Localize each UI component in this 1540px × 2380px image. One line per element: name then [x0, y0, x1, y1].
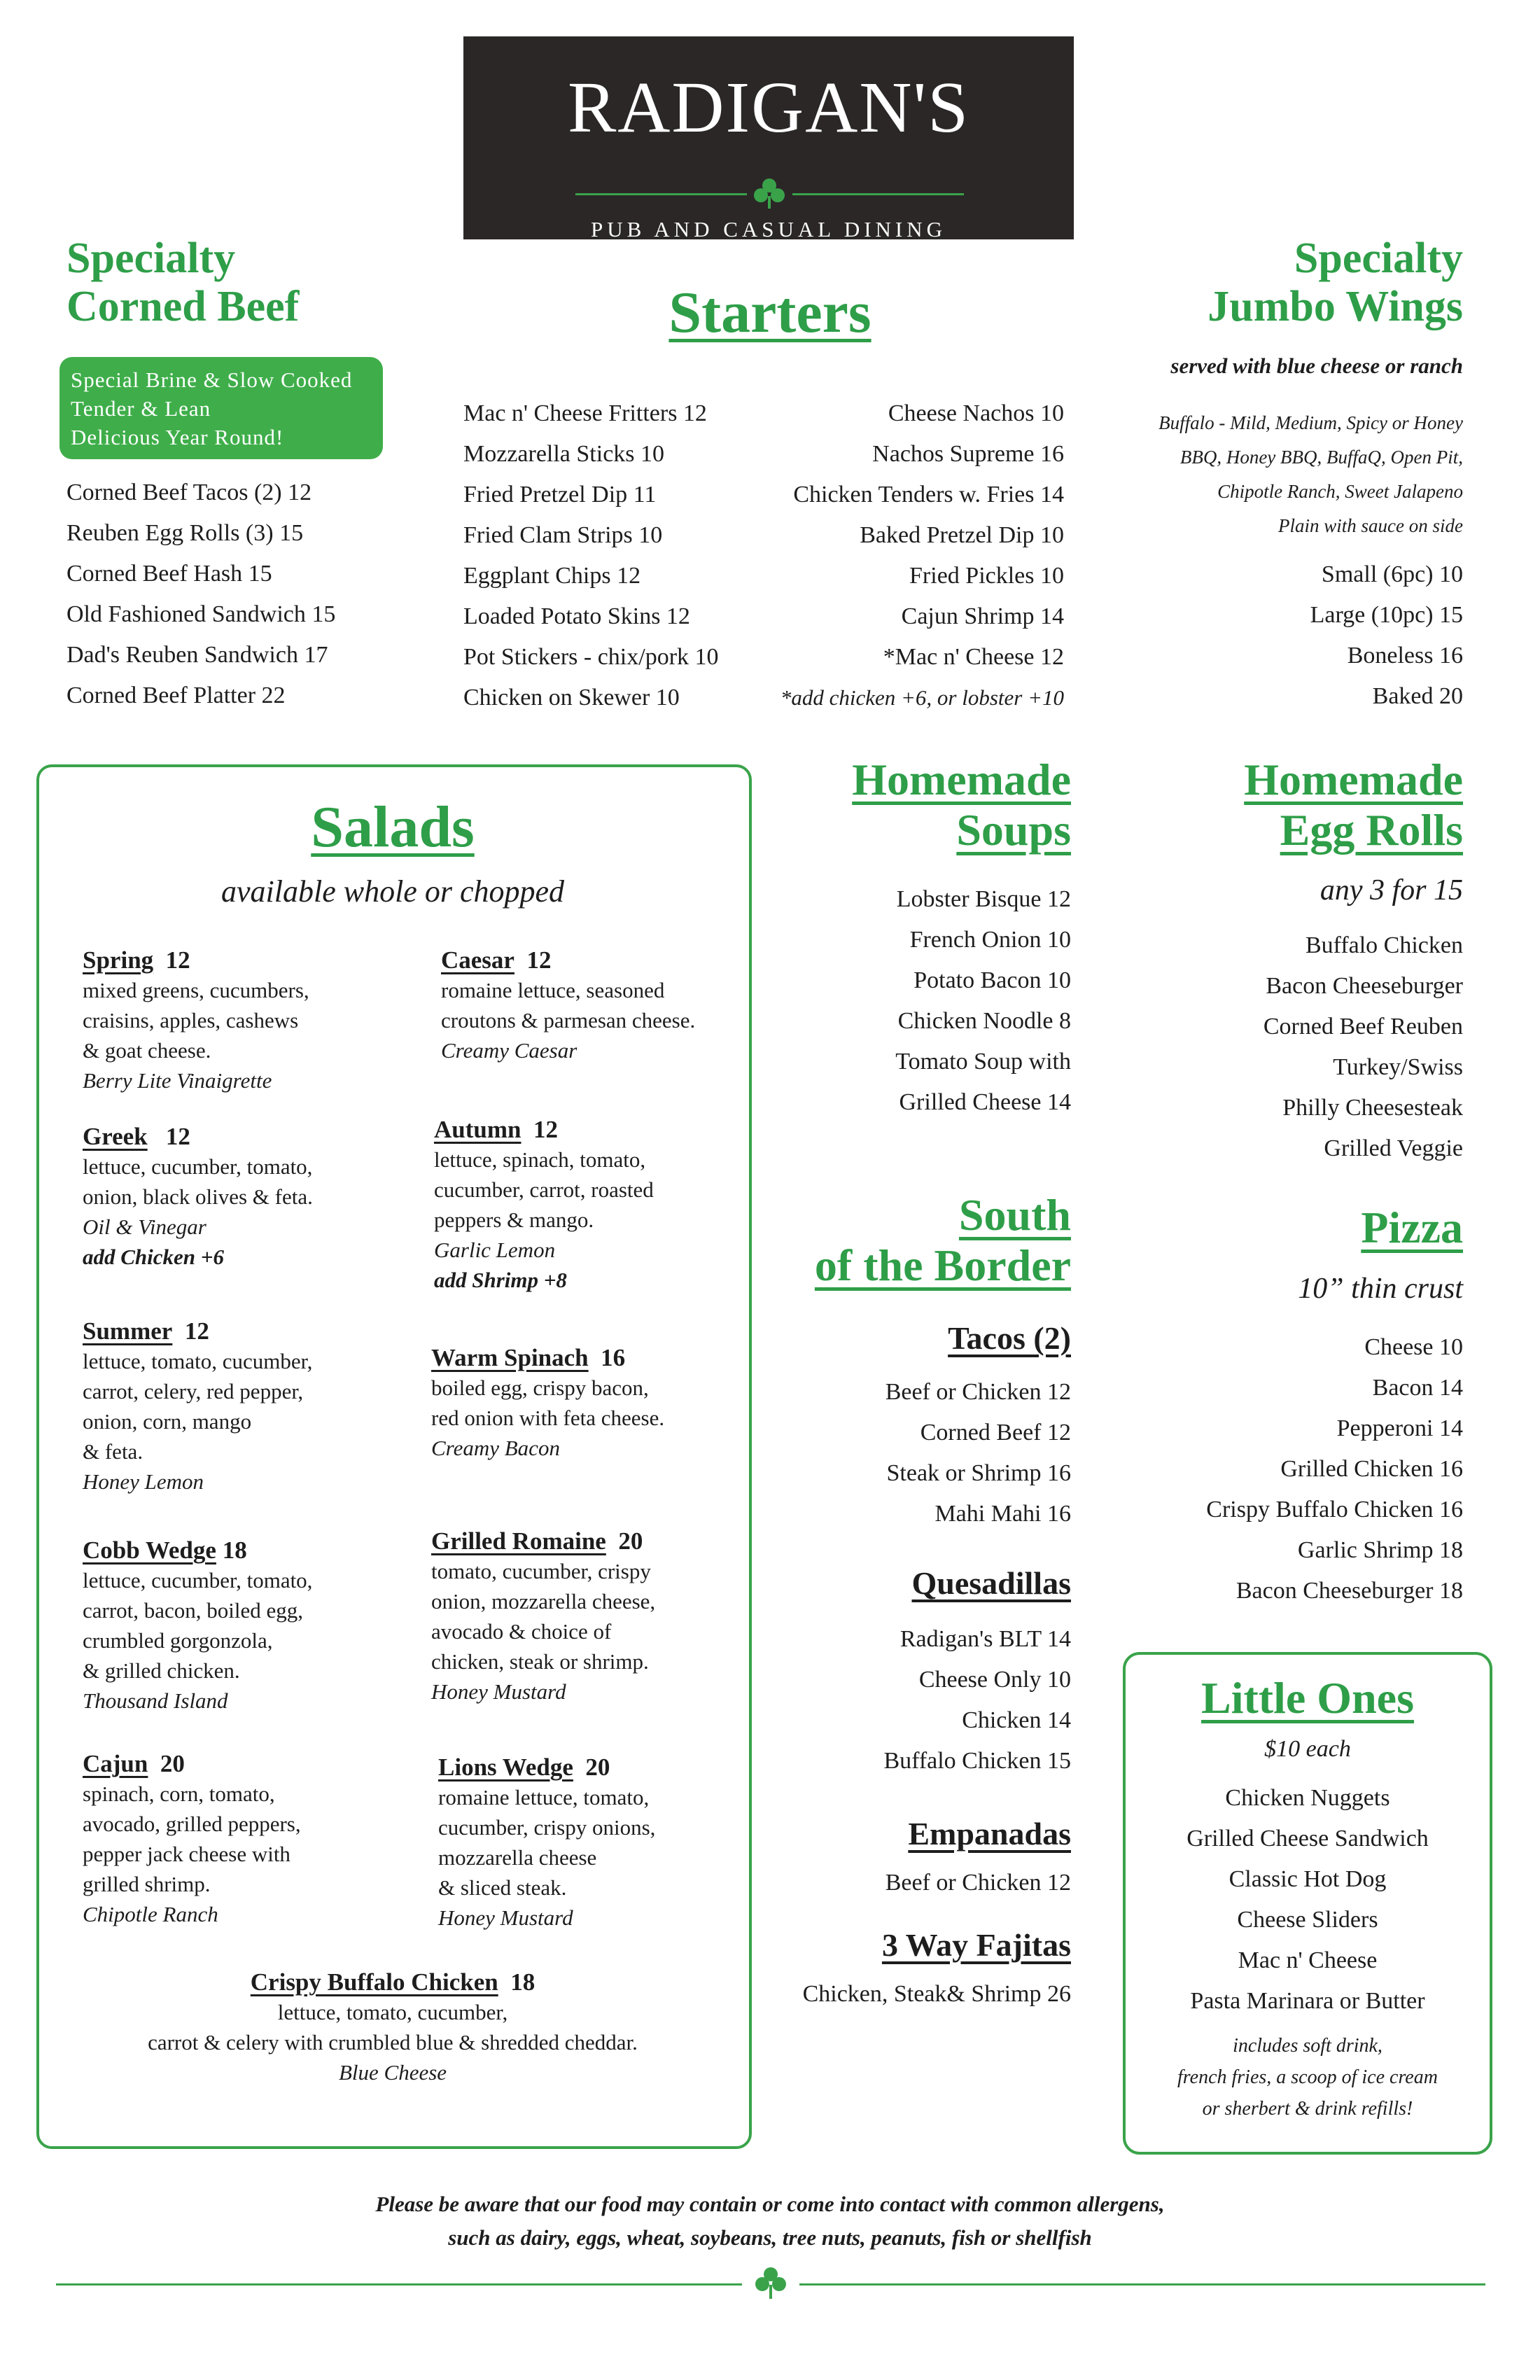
- flavor-line: Chipotle Ranch, Sweet Jalapeno: [1217, 481, 1463, 502]
- badge-line: Special Brine & Slow Cooked: [71, 368, 353, 392]
- menu-item: Cheese 10: [1364, 1334, 1463, 1360]
- soups-title-line1: Homemade: [852, 755, 1071, 804]
- salad-price: 12: [165, 1123, 190, 1150]
- menu-item: Pasta Marinara or Butter: [1190, 1988, 1425, 2014]
- menu-item: Nachos Supreme 16: [872, 441, 1064, 467]
- egg-rolls-title-line1: Homemade: [1244, 755, 1463, 804]
- salad-desc: peppers & mango.: [434, 1208, 594, 1232]
- salad-warm-spinach: [431, 1343, 742, 1463]
- badge-line: Delicious Year Round!: [71, 425, 284, 449]
- egg-rolls-title: [1120, 755, 1463, 855]
- salad-desc: lettuce, tomato, cucumber,: [277, 2000, 508, 2024]
- salad-dressing: Thousand Island: [83, 1688, 228, 1713]
- salad-add-on: add Chicken +6: [83, 1245, 224, 1269]
- menu-item: Mac n' Cheese: [1238, 1947, 1378, 1973]
- salad-grilled-romaine: [431, 1526, 742, 1707]
- menu-item: Cheese Only 10: [918, 1667, 1071, 1693]
- menu-item: Baked Pretzel Dip 10: [860, 522, 1064, 548]
- salad-dressing: Oil & Vinegar: [83, 1214, 206, 1239]
- wings-title: [1085, 234, 1463, 332]
- salad-desc: romaine lettuce, tomato,: [438, 1785, 650, 1809]
- salad-name: Greek: [83, 1123, 148, 1150]
- menu-item: Grilled Veggie: [1324, 1135, 1463, 1161]
- salads-subtitle: available whole or chopped: [220, 874, 564, 909]
- salad-desc: onion, black olives & feta.: [83, 1184, 313, 1209]
- allergy-line: such as dairy, eggs, wheat, soybeans, tree nuts, peanuts, fish or shellfish: [448, 2225, 1092, 2250]
- salad-crispy-buffalo: [39, 1967, 746, 2087]
- pizza-subtitle: 10” thin crust: [1298, 1273, 1463, 1305]
- logo-tagline: PUB AND CASUAL DINING: [590, 217, 947, 241]
- menu-item: Mozzarella Sticks 10: [463, 441, 665, 467]
- salad-desc: & sliced steak.: [438, 1875, 567, 1900]
- menu-item: Grilled Chicken 16: [1280, 1456, 1463, 1482]
- salad-desc: romaine lettuce, seasoned: [441, 978, 665, 1002]
- menu-item: Old Fashioned Sandwich 15: [66, 601, 336, 627]
- allergy-notice: [0, 2188, 1540, 2255]
- wings-title-line2: Jumbo Wings: [1208, 283, 1463, 331]
- salad-lions-wedge: [438, 1752, 742, 1933]
- soups-list: [777, 879, 1071, 1123]
- quesadillas-list: [777, 1619, 1071, 1782]
- menu-item: Corned Beef 12: [920, 1420, 1071, 1446]
- starters-right-list: [756, 393, 1064, 718]
- salad-desc: grilled shrimp.: [83, 1872, 211, 1896]
- salad-cobb-wedge: [83, 1535, 412, 1716]
- salad-price: 12: [526, 946, 552, 974]
- salad-greek: [83, 1121, 412, 1272]
- menu-item: Bacon Cheeseburger: [1266, 973, 1463, 999]
- salad-dressing: Chipotle Ranch: [83, 1902, 218, 1926]
- menu-item: Mac n' Cheese Fritters 12: [463, 400, 707, 426]
- salad-desc: tomato, cucumber, crispy: [431, 1559, 651, 1583]
- salad-desc: craisins, apples, cashews: [83, 1008, 299, 1032]
- salad-dressing: Honey Mustard: [431, 1679, 566, 1704]
- menu-item: Chicken Noodle 8: [897, 1008, 1071, 1034]
- salad-desc: mixed greens, cucumbers,: [83, 978, 309, 1002]
- menu-item: Chicken Nuggets: [1225, 1785, 1390, 1811]
- salad-desc: spinach, corn, tomato,: [83, 1782, 275, 1806]
- flavor-line: Plain with sauce on side: [1278, 515, 1463, 536]
- wings-list: [1120, 554, 1463, 717]
- salad-desc: avocado, grilled peppers,: [83, 1812, 301, 1836]
- salad-desc: mozzarella cheese: [438, 1845, 597, 1870]
- menu-item: Buffalo Chicken: [1305, 932, 1463, 958]
- salad-name: Summer: [83, 1317, 173, 1345]
- salad-dressing: Berry Lite Vinaigrette: [83, 1068, 272, 1093]
- menu-item: Steak or Shrimp 16: [886, 1460, 1071, 1486]
- salad-desc: carrot, bacon, boiled egg,: [83, 1598, 304, 1623]
- menu-item: Potato Bacon 10: [913, 967, 1071, 993]
- salad-price: 18: [222, 1536, 247, 1564]
- menu-item: Buffalo Chicken 15: [883, 1748, 1071, 1774]
- salad-name: Spring: [83, 946, 154, 974]
- menu-item: Turkey/Swiss: [1333, 1054, 1463, 1080]
- menu-item: Small (6pc) 10: [1321, 561, 1463, 587]
- corned-beef-title-line1: Specialty: [66, 234, 236, 282]
- salad-desc: & feta.: [83, 1439, 144, 1464]
- pizza-list: [1120, 1327, 1463, 1611]
- menu-item: Garlic Shrimp 18: [1297, 1537, 1463, 1563]
- salad-name: Lions Wedge: [438, 1754, 573, 1781]
- salad-desc: lettuce, cucumber, tomato,: [83, 1154, 313, 1179]
- salad-desc: onion, corn, mango: [83, 1409, 252, 1434]
- salad-price: 18: [510, 1968, 536, 1996]
- salad-price: 12: [165, 946, 190, 974]
- salad-name: Cobb Wedge: [83, 1536, 216, 1564]
- wings-title-line1: Specialty: [1294, 234, 1463, 282]
- salad-dressing: Blue Cheese: [338, 2060, 447, 2085]
- menu-item: Cajun Shrimp 14: [901, 603, 1064, 629]
- menu-item: Corned Beef Hash 15: [66, 561, 272, 587]
- menu-item: Crispy Buffalo Chicken 16: [1206, 1497, 1463, 1522]
- menu-item: Large (10pc) 15: [1310, 602, 1463, 628]
- menu-item: Radigan's BLT 14: [899, 1626, 1071, 1652]
- empanadas-list: [777, 1863, 1071, 1903]
- starters-title: Starters: [668, 280, 872, 345]
- menu-item: Corned Beef Platter 22: [66, 682, 286, 708]
- salad-price: 16: [601, 1344, 626, 1371]
- menu-item: Baked 20: [1372, 683, 1463, 709]
- menu-item: Eggplant Chips 12: [463, 563, 641, 589]
- salad-desc: chicken, steak or shrimp.: [431, 1649, 649, 1674]
- salad-price: 20: [160, 1750, 185, 1777]
- menu-item: Corned Beef Tacos (2) 12: [66, 479, 312, 505]
- menu-item: Tomato Soup with: [895, 1049, 1071, 1074]
- salad-price: 12: [184, 1317, 209, 1345]
- salad-desc: avocado & choice of: [431, 1619, 612, 1644]
- little-ones-list: [1123, 1778, 1492, 2022]
- soups-title: [777, 755, 1071, 855]
- salad-cajun: [83, 1749, 412, 1929]
- menu-item: Philly Cheesesteak: [1282, 1095, 1463, 1121]
- starters-left-list: [463, 393, 719, 718]
- menu-item: Dad's Reuben Sandwich 17: [66, 642, 328, 668]
- salad-desc: cucumber, crispy onions,: [438, 1815, 656, 1840]
- south-title-line2: of the Border: [814, 1240, 1071, 1290]
- wings-served: served with blue cheese or ranch: [1170, 354, 1463, 378]
- badge-line: Tender & Lean: [71, 396, 211, 421]
- menu-item: Lobster Bisque 12: [896, 886, 1071, 912]
- salad-price: 20: [585, 1754, 610, 1781]
- menu-item: Pot Stickers - chix/pork 10: [463, 644, 719, 670]
- menu-item: Bacon Cheeseburger 18: [1236, 1578, 1463, 1604]
- salad-desc: croutons & parmesan cheese.: [441, 1008, 696, 1032]
- menu-item: Corned Beef Reuben: [1263, 1014, 1463, 1040]
- salad-desc: & grilled chicken.: [83, 1658, 240, 1683]
- salad-name: Grilled Romaine: [431, 1527, 606, 1555]
- salad-name: Crispy Buffalo Chicken: [250, 1968, 498, 1996]
- pizza-title: Pizza: [1361, 1203, 1463, 1252]
- corned-beef-title-line2: Corned Beef: [66, 283, 300, 331]
- menu-item: Chicken 14: [962, 1707, 1071, 1733]
- shamrock-icon: [753, 2265, 788, 2303]
- egg-rolls-title-line2: Egg Rolls: [1280, 804, 1463, 855]
- little-ones-subtitle: $10 each: [1264, 1736, 1351, 1762]
- menu-item: Chicken on Skewer 10: [463, 685, 680, 710]
- fajitas-list: [756, 1974, 1071, 2015]
- salad-dressing: Honey Lemon: [83, 1469, 204, 1494]
- salad-name: Warm Spinach: [431, 1344, 589, 1371]
- footer-divider-right: [799, 2283, 1485, 2286]
- salad-dressing: Creamy Bacon: [431, 1436, 560, 1460]
- salad-desc: crumbled gorgonzola,: [83, 1628, 273, 1653]
- egg-rolls-list: [1120, 925, 1463, 1169]
- soups-title-line2: Soups: [956, 804, 1071, 855]
- menu-item: Reuben Egg Rolls (3) 15: [66, 520, 304, 546]
- salad-desc: cucumber, carrot, roasted: [434, 1177, 654, 1202]
- wings-flavors: [1050, 406, 1463, 543]
- menu-item: Pepperoni 14: [1336, 1415, 1463, 1441]
- menu-item: French Onion 10: [909, 927, 1071, 953]
- south-title: [777, 1190, 1071, 1290]
- egg-rolls-subtitle: any 3 for 15: [1320, 874, 1463, 906]
- logo-block: [463, 36, 1074, 239]
- menu-item: Classic Hot Dog: [1228, 1866, 1387, 1892]
- little-ones-title: Little Ones: [1201, 1673, 1414, 1723]
- salads-title: Salads: [311, 794, 475, 860]
- salad-add-on: add Shrimp +8: [434, 1268, 567, 1292]
- little-ones-note: [1123, 2030, 1492, 2124]
- salad-desc: red onion with feta cheese.: [431, 1406, 665, 1430]
- salad-price: 20: [618, 1527, 643, 1555]
- logo-divider-left: [575, 193, 747, 195]
- menu-item: Fried Pretzel Dip 11: [463, 482, 657, 507]
- salad-desc: boiled egg, crispy bacon,: [431, 1376, 649, 1400]
- menu-item: Boneless 16: [1347, 643, 1463, 668]
- salad-name: Autumn: [434, 1116, 522, 1143]
- menu-item: Fried Pickles 10: [909, 563, 1064, 589]
- corned-beef-badge: [59, 357, 383, 459]
- footer-divider-left: [56, 2283, 742, 2286]
- salad-name: Cajun: [83, 1750, 148, 1777]
- menu-item: Mahi Mahi 16: [934, 1501, 1071, 1527]
- salad-autumn: [434, 1114, 742, 1295]
- empanadas-title: Empanadas: [908, 1816, 1071, 1851]
- salad-dressing: Garlic Lemon: [434, 1238, 556, 1262]
- menu-item: Beef or Chicken 12: [885, 1379, 1071, 1405]
- salad-desc: carrot & celery with crumbled blue & shredded cheddar.: [148, 2030, 638, 2054]
- note-line: or sherbert & drink refills!: [1202, 2098, 1413, 2120]
- menu-item: Beef or Chicken 12: [885, 1870, 1071, 1896]
- south-title-line1: South: [958, 1190, 1071, 1240]
- menu-item: Cheese Nachos 10: [888, 400, 1064, 426]
- salad-caesar: [441, 945, 742, 1065]
- menu-item: Fried Clam Strips 10: [463, 522, 663, 548]
- menu-item: Loaded Potato Skins 12: [463, 603, 690, 629]
- menu-item: Cheese Sliders: [1237, 1907, 1378, 1933]
- menu-item: Grilled Cheese 14: [899, 1089, 1071, 1115]
- fajitas-title: 3 Way Fajitas: [881, 1927, 1071, 1963]
- salad-desc: lettuce, tomato, cucumber,: [83, 1349, 313, 1373]
- salad-dressing: Creamy Caesar: [441, 1038, 578, 1063]
- salad-desc: lettuce, cucumber, tomato,: [83, 1568, 313, 1592]
- shamrock-icon: [752, 176, 787, 211]
- note-line: includes soft drink,: [1233, 2035, 1382, 2057]
- quesadillas-title: Quesadillas: [911, 1565, 1071, 1601]
- allergy-line: Please be aware that our food may contain or come into contact with common allergens,: [375, 2192, 1165, 2216]
- starters-note: *add chicken +6, or lobster +10: [780, 685, 1064, 710]
- salad-price: 12: [533, 1116, 558, 1143]
- salad-desc: pepper jack cheese with: [83, 1842, 290, 1866]
- menu-item: *Mac n' Cheese 12: [883, 644, 1064, 670]
- menu-item: Chicken Tenders w. Fries 14: [793, 482, 1064, 507]
- salad-desc: lettuce, spinach, tomato,: [434, 1147, 646, 1172]
- flavor-line: Buffalo - Mild, Medium, Spicy or Honey: [1158, 412, 1463, 433]
- salad-desc: carrot, celery, red pepper,: [83, 1379, 304, 1404]
- menu-item: Bacon 14: [1372, 1375, 1463, 1401]
- salad-desc: onion, mozzarella cheese,: [431, 1589, 656, 1614]
- logo-name: RADIGAN'S: [567, 67, 970, 148]
- corned-beef-title: [66, 234, 299, 332]
- salad-summer: [83, 1316, 412, 1497]
- salad-dressing: Honey Mustard: [438, 1905, 573, 1930]
- salad-spring: [83, 945, 412, 1096]
- note-line: french fries, a scoop of ice cream: [1177, 2066, 1438, 2088]
- salad-desc: & goat cheese.: [83, 1038, 211, 1063]
- menu-item: Chicken, Steak& Shrimp 26: [802, 1981, 1071, 2007]
- corned-beef-list: [66, 472, 335, 716]
- menu-item: Grilled Cheese Sandwich: [1186, 1826, 1429, 1851]
- tacos-title: Tacos (2): [948, 1320, 1071, 1356]
- tacos-list: [777, 1372, 1071, 1534]
- flavor-line: BBQ, Honey BBQ, BuffaQ, Open Pit,: [1180, 447, 1463, 468]
- logo-divider-right: [792, 193, 964, 195]
- salad-name: Caesar: [441, 946, 514, 974]
